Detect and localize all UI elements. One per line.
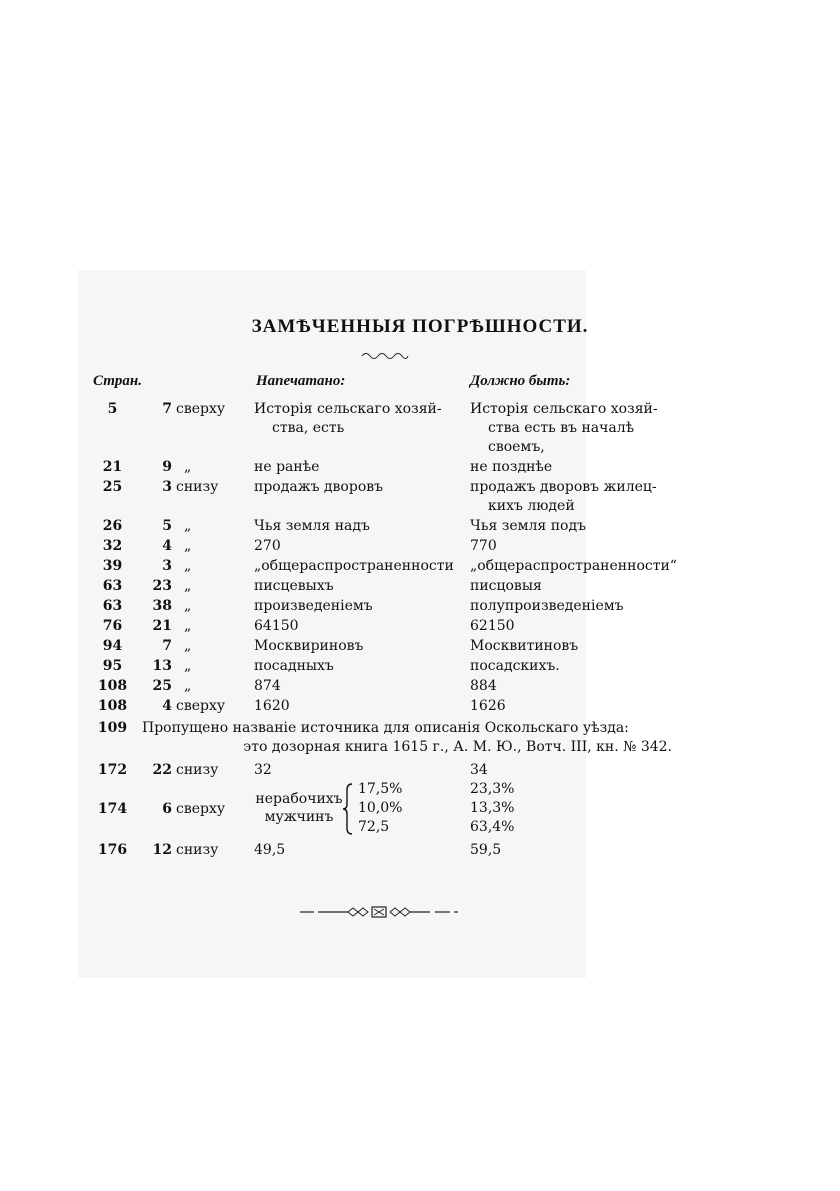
printed-text: не ранѣе	[254, 459, 320, 475]
correct-text: ства есть въ началѣ	[488, 420, 635, 436]
row-correct	[470, 400, 700, 457]
row-correct	[470, 458, 700, 477]
line-number: 22	[152, 762, 172, 778]
row-line	[150, 537, 250, 556]
line-direction: „	[184, 658, 192, 674]
footer-ornament	[300, 905, 465, 919]
correct-value: 23,3%	[470, 781, 515, 797]
correct-text: продажъ дворовъ жилец-	[470, 479, 657, 495]
bracket-printed-values	[358, 780, 402, 837]
row-printed: 49,5	[254, 842, 286, 858]
row-page: 26	[102, 518, 123, 534]
row-correct: 59,5	[470, 842, 502, 858]
row-correct	[470, 677, 700, 696]
correct-text: своемъ,	[488, 439, 545, 455]
printed-text: „общераспространенности	[254, 558, 454, 574]
row-line	[150, 458, 250, 477]
row-correct	[470, 617, 700, 636]
row-line	[150, 637, 250, 656]
row-printed	[254, 597, 466, 616]
row-correct	[470, 577, 700, 596]
printed-text: 32	[254, 762, 272, 778]
correct-text: посадскихъ.	[470, 658, 560, 674]
printed-text: Исторiя сельскаго хозяй-	[254, 401, 442, 417]
curly-brace-icon	[342, 782, 354, 836]
printed-text: 874	[254, 678, 281, 694]
correct-text: кихъ людей	[488, 498, 575, 514]
page-title: ЗАМѢЧЕННЫЯ ПОГРѢШНОСТИ.	[251, 316, 589, 337]
correct-text: Исторiя сельскаго хозяй-	[470, 401, 658, 417]
line-direction: „	[184, 459, 192, 475]
row-printed	[254, 617, 466, 636]
printed-text: 64150	[254, 618, 299, 634]
header-printed: Напечатано:	[256, 373, 346, 389]
title-ornament	[360, 350, 410, 362]
row-line	[150, 677, 250, 696]
line-number: 4	[162, 698, 172, 714]
row-correct	[470, 597, 700, 616]
row-line	[150, 597, 250, 616]
line-direction: „	[184, 558, 192, 574]
row-correct	[470, 657, 700, 676]
row-page: 63	[102, 598, 123, 614]
correct-value: 63,4%	[470, 819, 515, 835]
row-page: 5	[107, 401, 118, 417]
note-page: 109	[97, 720, 128, 736]
row-page: 94	[102, 638, 123, 654]
printed-text: Москвириновъ	[254, 638, 364, 654]
line-direction: сверху	[176, 801, 226, 817]
line-direction: „	[184, 638, 192, 654]
row-page: 176	[97, 842, 128, 858]
printed-text: писцевыхъ	[254, 578, 334, 594]
line-number: 3	[162, 479, 172, 495]
line-number: 9	[162, 459, 172, 475]
correct-text: писцовыя	[470, 578, 542, 594]
row-page: 95	[102, 658, 123, 674]
line-direction: „	[184, 618, 192, 634]
printed-text: продажъ дворовъ	[254, 479, 384, 495]
correct-text: 34	[470, 762, 488, 778]
line-number: 7	[162, 401, 172, 417]
line-number: 4	[162, 538, 172, 554]
line-direction: сверху	[176, 698, 226, 714]
row-correct	[470, 478, 700, 516]
bracket-label	[254, 790, 344, 826]
row-page: 21	[102, 459, 123, 475]
correct-text: полупроизведенiемъ	[470, 598, 624, 614]
row-page: 25	[102, 479, 123, 495]
correct-text: 1626	[470, 698, 506, 714]
row-printed	[254, 537, 466, 556]
row-line	[150, 577, 250, 596]
line-number: 7	[162, 638, 172, 654]
correct-text: не позднѣе	[470, 459, 553, 475]
row-correct	[470, 537, 700, 556]
bracket-row-line	[150, 800, 250, 819]
printed-text: посадныхъ	[254, 658, 334, 674]
correct-value: 13,3%	[470, 800, 515, 816]
note-line-1: Пропущено названiе источника для описанiя Оскольскаго уѣзда:	[142, 720, 629, 736]
row-printed	[254, 677, 466, 696]
row-printed	[254, 657, 466, 676]
row-line	[150, 617, 250, 636]
row-line	[150, 517, 250, 536]
line-number: 23	[152, 578, 172, 594]
printed-text: 270	[254, 538, 281, 554]
printed-text: Чья земля надъ	[254, 518, 370, 534]
correct-text: 884	[470, 678, 497, 694]
row-page: 108	[97, 698, 128, 714]
row-line	[150, 478, 250, 497]
row-printed	[254, 400, 466, 438]
correct-text: Москвитиновъ	[470, 638, 579, 654]
correct-text: 62150	[470, 618, 515, 634]
row-printed	[254, 478, 466, 497]
row-printed	[254, 557, 466, 576]
row-line	[150, 841, 250, 860]
row-printed	[254, 458, 466, 477]
line-direction: сверху	[176, 401, 226, 417]
line-direction: „	[184, 678, 192, 694]
line-number: 3	[162, 558, 172, 574]
line-direction: снизу	[176, 762, 219, 778]
printed-value: 10,0%	[358, 800, 403, 816]
correct-text: 770	[470, 538, 497, 554]
correct-text: „общераспространенности“	[470, 558, 677, 574]
row-page: 63	[102, 578, 123, 594]
row-line	[150, 657, 250, 676]
row-page: 172	[97, 762, 128, 778]
line-direction: „	[184, 538, 192, 554]
bracket-row-page: 174	[97, 801, 128, 817]
line-number: 25	[152, 678, 172, 694]
row-correct	[470, 697, 700, 716]
bracket-correct-values	[470, 780, 514, 837]
printed-text: 1620	[254, 698, 290, 714]
bracket-label-line-2: мужчинъ	[264, 809, 334, 825]
row-correct	[470, 517, 700, 536]
row-line	[150, 557, 250, 576]
header-page: Стран.	[93, 373, 142, 389]
note-line-2: это дозорная книга 1615 г., А. М. Ю., Вотч. III, кн. № 342.	[243, 739, 672, 755]
row-line	[150, 697, 250, 716]
line-direction: „	[184, 518, 192, 534]
row-page: 76	[102, 618, 123, 634]
printed-text: ства, есть	[272, 420, 345, 436]
printed-value: 72,5	[358, 819, 390, 835]
row-printed	[254, 577, 466, 596]
row-page: 39	[102, 558, 123, 574]
row-printed	[254, 761, 466, 780]
line-number: 13	[152, 658, 172, 674]
row-printed	[254, 517, 466, 536]
row-line	[150, 761, 250, 780]
line-number: 12	[152, 842, 172, 858]
header-correct: Должно быть:	[470, 373, 571, 389]
correct-text: Чья земля подъ	[470, 518, 586, 534]
printed-text: произведенiемъ	[254, 598, 373, 614]
line-direction: „	[184, 598, 192, 614]
line-number: 21	[152, 618, 172, 634]
line-direction: снизу	[176, 479, 219, 495]
line-direction: „	[184, 578, 192, 594]
row-printed	[254, 637, 466, 656]
printed-value: 17,5%	[358, 781, 403, 797]
row-correct	[470, 557, 700, 576]
line-number: 5	[162, 518, 172, 534]
line-number: 38	[152, 598, 172, 614]
row-page: 108	[97, 678, 128, 694]
row-line	[150, 400, 250, 419]
line-direction: снизу	[176, 842, 219, 858]
note-text	[142, 719, 672, 757]
row-printed	[254, 697, 466, 716]
line-number: 6	[162, 801, 172, 817]
bracket-label-line-1: нерабочихъ	[255, 791, 343, 807]
row-correct	[470, 637, 700, 656]
row-correct	[470, 761, 700, 780]
row-page: 32	[102, 538, 123, 554]
